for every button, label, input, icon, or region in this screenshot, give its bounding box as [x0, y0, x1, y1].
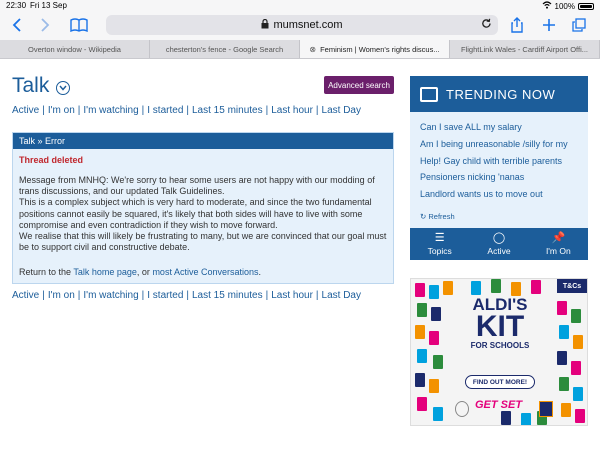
filter-active[interactable]: Active [12, 105, 40, 116]
sticker-card [417, 349, 427, 363]
breadcrumb [13, 133, 393, 149]
trending-item[interactable]: Am I being unreasonable /silly for my [420, 138, 568, 149]
nav-label: Active [487, 245, 511, 256]
bookmarks-icon[interactable] [68, 15, 90, 35]
forward-icon[interactable] [36, 15, 54, 35]
sticker-card [571, 361, 581, 375]
pin-icon: 📌 [551, 231, 566, 244]
filter-im-watching[interactable]: I'm watching [83, 105, 139, 116]
tab-overton-window[interactable] [0, 40, 150, 58]
active-conversations-link[interactable]: most Active Conversations [152, 267, 259, 277]
sticker-card [521, 413, 531, 426]
filter-last-15-minutes[interactable]: Last 15 minutes [192, 105, 263, 116]
sticker-card [417, 397, 427, 411]
return-suffix: . [258, 267, 261, 277]
advanced-search-button[interactable]: Advanced search [324, 76, 394, 94]
filter-last-day[interactable]: Last Day [321, 105, 361, 116]
trending-title: TRENDING NOW [446, 86, 556, 102]
trending-item[interactable]: Pensioners nicking 'nanas [420, 172, 525, 183]
browser-toolbar [0, 12, 600, 40]
status-time: 22:30 [6, 1, 27, 10]
tab-label: FlightLink Wales - Cardiff Airport Offi... [461, 44, 588, 54]
wifi-icon [542, 1, 552, 11]
filter-i-started[interactable]: I started [147, 105, 184, 116]
sticker-card [429, 285, 439, 299]
message-paragraph: This is a complex subject which is very hard to moderate, and since the two fundamental positions cannot easily be squared, it's likely that both sides will have to live with some compromise and even contradiction if they wish to move forward. [19, 197, 372, 230]
error-panel [12, 132, 394, 284]
page-content [0, 60, 600, 450]
trending-item[interactable]: Landlord wants us to move out [420, 189, 543, 200]
battery-icon [578, 3, 594, 10]
sticker-card [415, 325, 425, 339]
ad-line1: ALDI'S [472, 295, 528, 314]
tab-feminism[interactable] [300, 40, 450, 58]
sticker-card [433, 407, 443, 421]
status-bar [0, 0, 600, 12]
filter-im-on[interactable]: I'm on [47, 105, 75, 116]
browser-tabs [0, 40, 600, 59]
message-paragraph: We realise that this will likely be frustrating to many, but we are convinced that our goal must be to support civil and constructive debate. [19, 231, 387, 253]
sticker-card [443, 281, 453, 295]
sticker-card [431, 307, 441, 321]
talk-title[interactable] [12, 74, 70, 98]
nav-label: I'm On [545, 245, 571, 256]
talk-home-link[interactable]: Talk home page [73, 267, 137, 277]
ad-headline [451, 297, 549, 350]
return-line [19, 267, 261, 277]
sticker-card [557, 301, 567, 315]
aldi-logo [539, 401, 553, 417]
sticker-card [471, 281, 481, 295]
sticker-card [571, 309, 581, 323]
trending-item[interactable]: Can I save ALL my salary [420, 122, 522, 132]
refresh-icon: ↻ [420, 212, 427, 221]
speech-bubble-icon [420, 87, 438, 102]
filter-last-day[interactable]: Last Day [321, 290, 361, 301]
filter-im-on[interactable]: I'm on [47, 290, 75, 301]
address-bar[interactable] [106, 15, 498, 35]
mnhq-message [19, 175, 389, 253]
list-icon: ☰ [434, 231, 445, 244]
trending-item[interactable]: Help! Gay child with terrible parents [420, 155, 563, 166]
get-set-logo: GET SET [475, 399, 523, 411]
sticker-card [511, 282, 521, 296]
aldi-advert[interactable] [410, 278, 588, 426]
sticker-card [429, 379, 439, 393]
filter-active[interactable]: Active [12, 290, 40, 301]
trending-header [410, 76, 588, 112]
share-icon[interactable] [508, 15, 526, 35]
lock-icon [261, 19, 269, 31]
tab-label: chesterton's fence - Google Search [165, 44, 284, 54]
reload-icon[interactable] [481, 17, 492, 32]
filter-last-hour[interactable]: Last hour [271, 290, 313, 301]
ad-line3: FOR SCHOOLS [470, 341, 530, 350]
thread-deleted-heading: Thread deleted [19, 155, 84, 165]
team-gb-logo [455, 401, 469, 417]
sticker-card [491, 279, 501, 293]
tabs-icon[interactable] [570, 15, 588, 35]
sticker-card [575, 409, 585, 423]
new-tab-icon[interactable] [540, 15, 558, 35]
trending-panel [410, 76, 588, 260]
trending-nav [410, 228, 588, 260]
address-text: mumsnet.com [273, 19, 343, 31]
chevron-down-icon[interactable] [56, 81, 70, 95]
sticker-card [417, 303, 427, 317]
sticker-card [433, 355, 443, 369]
status-right [542, 1, 594, 11]
chat-bubble-icon: ◯ [492, 231, 506, 244]
sticker-card [559, 377, 569, 391]
refresh-link[interactable] [420, 212, 455, 221]
nav-im-on[interactable] [529, 228, 588, 260]
tab-label: Overton window - Wikipedia [28, 44, 121, 54]
sticker-card [415, 283, 425, 297]
filter-links-top: Active | I'm on | I'm watching | I started | Last 15 minutes | Last hour | Last Day [12, 105, 361, 116]
status-date: Fri 13 Sep [30, 1, 67, 10]
terms-badge[interactable]: T&Cs [557, 279, 587, 293]
filter-links-bottom: Active | I'm on | I'm watching | I started | Last 15 minutes | Last hour | Last Day [12, 290, 361, 301]
find-out-more-button[interactable]: FIND OUT MORE! [465, 375, 535, 389]
battery-percent: 100% [554, 1, 575, 11]
battery-fill [580, 5, 592, 8]
trending-list [410, 112, 588, 199]
nav-topics[interactable] [410, 228, 469, 260]
sticker-card [573, 335, 583, 349]
sticker-card [559, 325, 569, 339]
message-paragraph: Message from MNHQ: We're sorry to hear some users are not happy with our modding of trans discussions, and our updated Talk Guidelines. [19, 175, 375, 197]
sticker-card [573, 387, 583, 401]
return-prefix: Return to the [19, 267, 74, 277]
tab-label: Feminism | Women's rights discus... [320, 44, 440, 54]
filter-last-hour[interactable]: Last hour [271, 105, 313, 116]
ad-line2: KIT [475, 310, 525, 343]
breadcrumb-text: Talk » Error [19, 136, 66, 146]
nav-label: Topics [427, 245, 452, 256]
sticker-card [561, 403, 571, 417]
page-title: Talk [12, 74, 50, 97]
sticker-card [415, 373, 425, 387]
refresh-label: Refresh [428, 212, 455, 221]
filter-i-started[interactable]: I started [147, 290, 184, 301]
tab-chestertons-fence[interactable] [150, 40, 300, 58]
filter-im-watching[interactable]: I'm watching [83, 290, 139, 301]
sticker-card [501, 411, 511, 425]
return-middle: , or [136, 267, 153, 277]
close-tab-icon[interactable]: ⊗ [309, 44, 317, 54]
tab-flightlink-wales[interactable] [450, 40, 600, 58]
sticker-card [557, 351, 567, 365]
back-icon[interactable] [8, 15, 26, 35]
filter-last-15-minutes[interactable]: Last 15 minutes [192, 290, 263, 301]
nav-active[interactable] [469, 228, 528, 260]
sticker-card [429, 331, 439, 345]
sticker-card [531, 280, 541, 294]
